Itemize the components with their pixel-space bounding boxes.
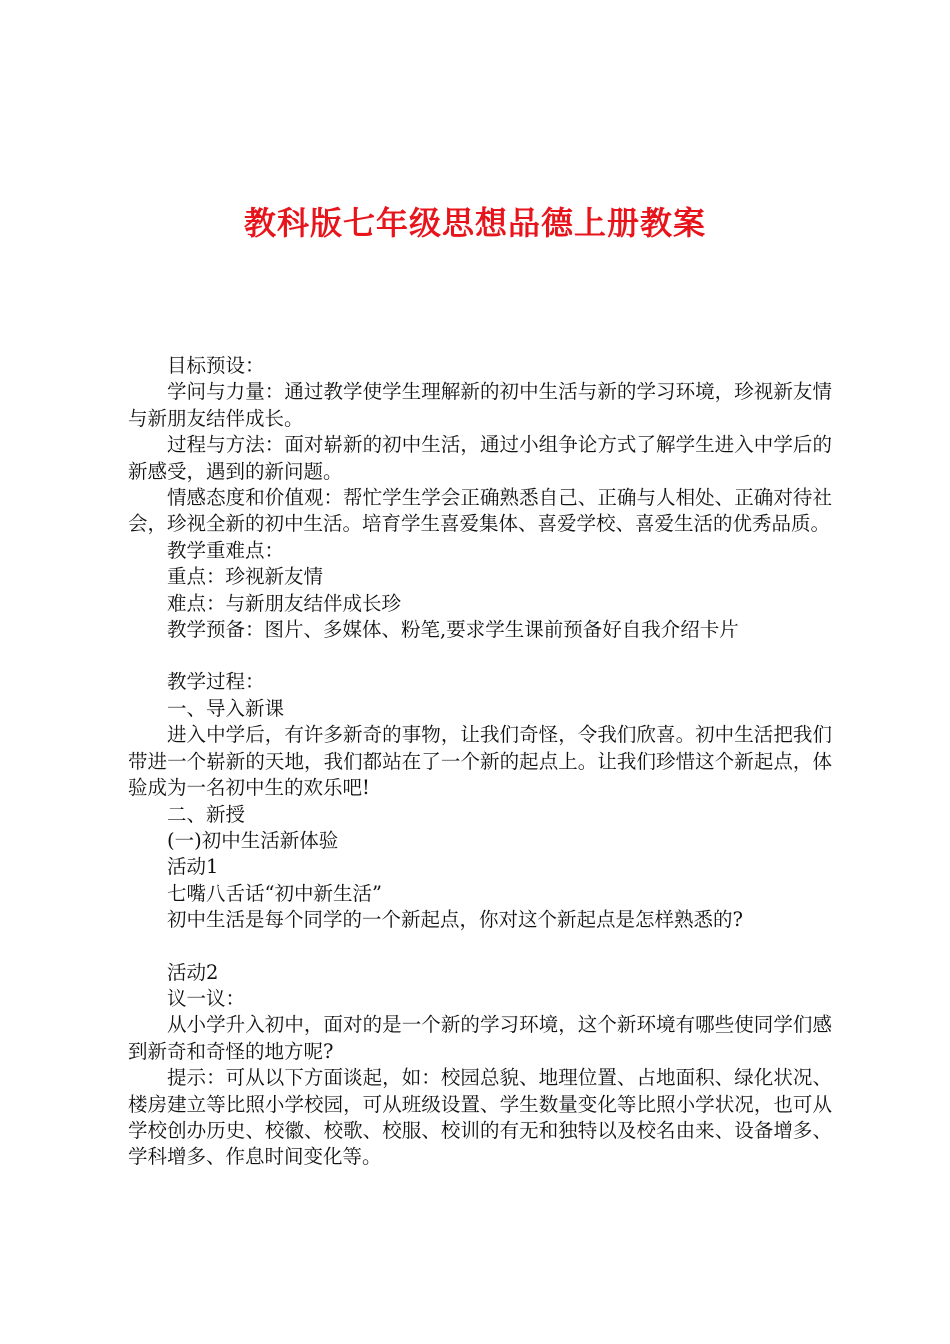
paragraph-discuss: 议一议： [167,986,246,1010]
paragraph-section-intro: 一、导入新课 [167,696,285,720]
paragraph-activity-2: 活动2 [167,960,219,984]
paragraph-discuss-question: 从小学升入初中，面对的是一个新的学习环境，这个新环境有哪些使同学们感到新奇和奇怪的地方呢? [128,1013,832,1063]
paragraph-key-point: 重点：珍视新友情 [167,565,324,589]
paragraph-hint: 提示：可从以下方面谈起，如：校园总貌、地理位置、占地面积、绿化状况、楼房建立等比照小学校园，可从班级设置、学生数量变化等比照小学状况，也可从学校创办历史、校徽、校歌、校服、校训的有无和独特以及校名由来、设备增多、学科增多、作息时间变化等。 [128,1066,832,1169]
paragraph-process-heading: 教学过程： [167,670,265,694]
document-body [128,353,832,1171]
paragraph-activity-1-question: 初中生活是每个同学的一个新起点，你对这个新起点是怎样熟悉的? [167,908,743,932]
paragraph-preparation: 教学预备：图片、多媒体、粉笔,要求学生课前预备好自我介绍卡片 [167,618,739,642]
paragraph-key-difficult-heading: 教学重难点： [167,538,285,562]
spacer [128,934,832,960]
paragraph-subsection-1: (一)初中生活新体验 [167,828,339,852]
spacer [128,643,832,669]
paragraph-difficult-point: 难点：与新朋友结伴成长珍 [167,591,402,615]
paragraph-objectives-heading: 目标预设： [167,354,265,377]
paragraph-emotion-values: 情感态度和价值观：帮忙学生学会正确熟悉自己、正确与人相处、正确对待社会，珍视全新的初中生活。培育学生喜爱集体、喜爱学校、喜爱生活的优秀品质。 [128,486,832,536]
paragraph-knowledge-ability: 学问与力量：通过教学使学生理解新的初中生活与新的学习环境，珍视新友情与新朋友结伴成长。 [128,380,832,430]
paragraph-activity-1: 活动1 [167,855,219,879]
paragraph-process-method: 过程与方法：面对崭新的初中生活，通过小组争论方式了解学生进入中学后的新感受，遇到的新问题。 [128,433,832,483]
paragraph-section-new: 二、新授 [167,802,246,826]
paragraph-intro-text: 进入中学后，有许多新奇的事物，让我们奇怪，令我们欣喜。初中生活把我们带进一个崭新的天地，我们都站在了一个新的起点上。让我们珍惜这个新起点，体验成为一名初中生的欢乐吧! [128,723,832,800]
document-title: 教科版七年级思想品德上册教案 [243,204,706,242]
paragraph-activity-1-title: 七嘴八舌话“初中新生活” [167,881,382,905]
